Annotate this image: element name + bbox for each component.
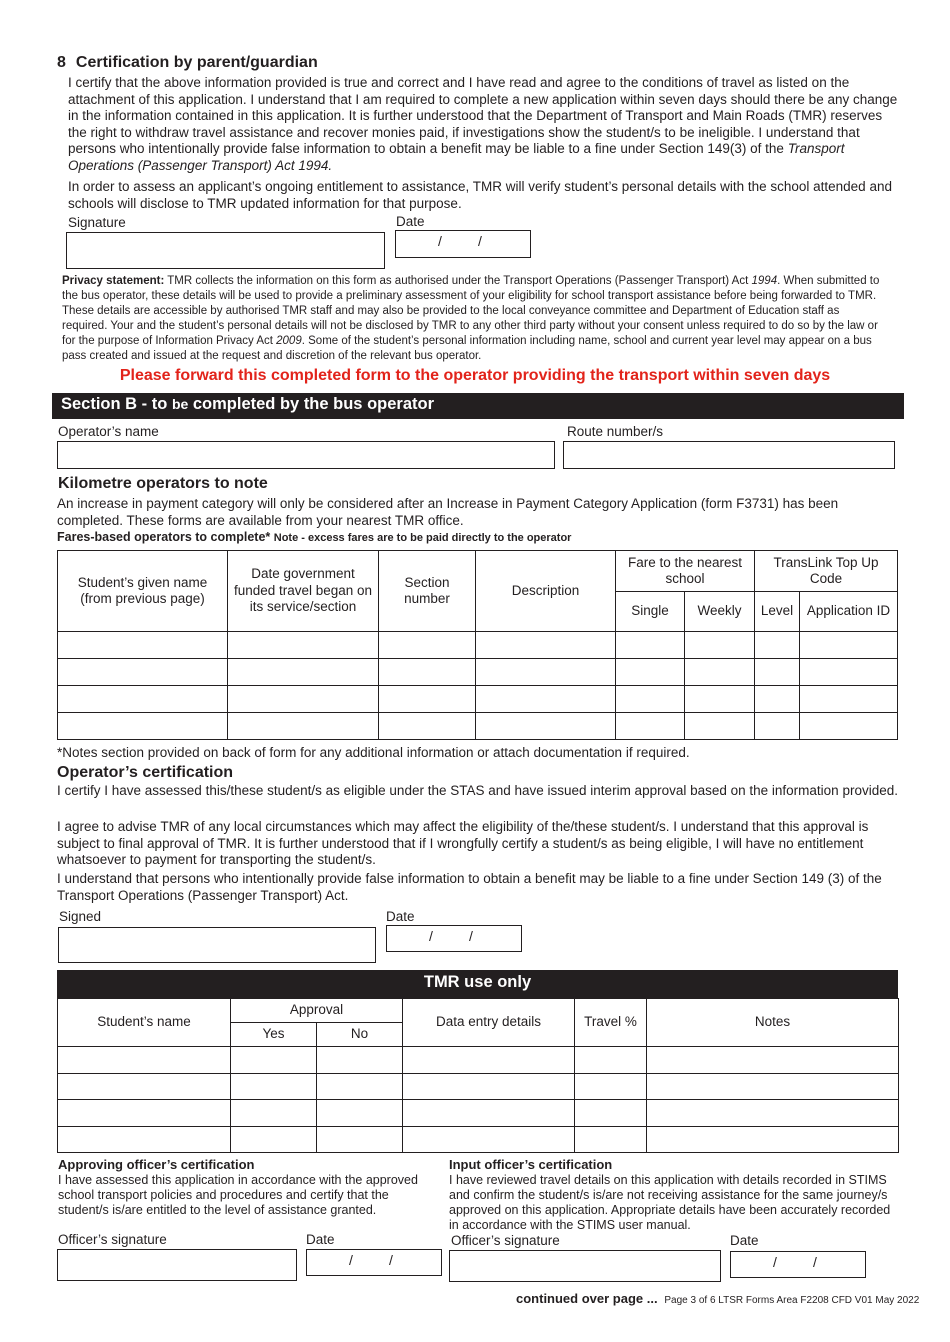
table-row [58, 632, 898, 659]
section-b-header: Section B - to be completed by the bus operator [52, 393, 904, 419]
col-student-name: Student’s given name (from previous page) [58, 551, 228, 632]
input-officer-heading: Input officer’s certification [449, 1157, 613, 1172]
operator-signature-field[interactable] [58, 927, 376, 963]
route-label: Route number/s [567, 424, 664, 439]
table-row [58, 1047, 899, 1074]
table-row [58, 659, 898, 686]
col-weekly: Weekly [685, 592, 755, 632]
operator-name-field[interactable] [57, 441, 555, 469]
col-date-began: Date government funded travel began on its service/section [228, 551, 379, 632]
notes-line: *Notes section provided on back of form for any additional information or attach documentation if required. [57, 745, 690, 760]
operator-date-field[interactable]: / / [386, 925, 522, 952]
col-section-number: Section number [379, 551, 476, 632]
section-8-heading [57, 54, 318, 72]
col-data-entry: Data entry details [403, 999, 575, 1047]
signature-label: Signature [68, 215, 126, 230]
signed-label: Signed [59, 909, 102, 924]
act-name: Transport Operations (Passenger Transport) Act 1994. [68, 141, 845, 173]
operator-name-label: Operator’s name [58, 424, 159, 439]
input-signature-label: Officer’s signature [451, 1233, 560, 1248]
table-row [58, 713, 898, 740]
tmr-table [57, 998, 899, 1153]
table-row [58, 1073, 899, 1100]
input-date-label: Date [730, 1233, 759, 1248]
col-level: Level [755, 592, 800, 632]
col-approval: Approval [231, 999, 403, 1023]
date-label: Date [396, 214, 425, 229]
parent-signature-field[interactable] [66, 232, 385, 269]
approving-signature-field[interactable] [57, 1249, 297, 1281]
approving-date-label: Date [306, 1232, 335, 1247]
input-signature-field[interactable] [449, 1250, 721, 1282]
section-title: Certification by parent/guardian [75, 54, 318, 71]
fares-table [57, 550, 898, 740]
col-travel-percent: Travel % [575, 999, 647, 1047]
col-notes: Notes [647, 999, 899, 1047]
page-footer [516, 1291, 919, 1306]
kilometre-text: An increase in payment category will only be considered after an Increase in Payment Category Application (form F3731) has been completed. These forms are available from your nearest TMR office. [57, 496, 839, 528]
kilometre-heading: Kilometre operators to note [58, 475, 268, 492]
forward-notice: Please forward this completed form to the operator providing the transport within seven days [119, 367, 831, 384]
table-row [58, 1100, 899, 1127]
privacy-statement: Privacy statement: TMR collects the information on this form as authorised under the Transport Operations (Passenger Transport) Act 1994. When submitted to the bus operator, these details will be used to provide a preliminary assessment of your eligibility for school transport assistance before being forwarded to TMR. These details are accessible by authorised TMR staff and may also be provided to the local conveyance committee and Department of Education staff as required. Your and the student’s personal details will not be disclosed by TMR to any other third party without your consent unless required to do so by the law or for the purpose of Information Privacy Act 2009. Some of the student’s personal information including name, school and current year level may appear on a bus pass created and issued at the request and discretion of the relevant bus operator. [62, 275, 880, 362]
continued-over-page: continued over page ... [516, 1291, 658, 1306]
section-number: 8 [57, 54, 66, 71]
fares-label: Fares-based operators to complete* Note - excess fares are to be paid directly to the operator [57, 530, 572, 544]
col-description: Description [476, 551, 616, 632]
parent-date-field[interactable]: / / [395, 230, 531, 258]
form-meta: Page 3 of 6 LTSR Forms Area F2208 CFD V01 May 2022 [664, 1295, 920, 1306]
operator-date-label: Date [386, 909, 415, 924]
col-fare: Fare to the nearest school [616, 551, 755, 592]
table-row [58, 1126, 899, 1153]
table-row [58, 686, 898, 713]
col-no: No [317, 1023, 403, 1047]
col-yes: Yes [231, 1023, 317, 1047]
approving-date-field[interactable]: / / [306, 1249, 442, 1276]
operator-cert-heading: Operator’s certification [57, 764, 234, 781]
entitlement-paragraph: In order to assess an applicant’s ongoing entitlement to assistance, TMR will verify student’s personal details with the school attended and schools will disclose to TMR updated information for that purpose. [68, 179, 892, 211]
operator-cert-p1: I certify I have assessed this/these student/s as eligible under the STAS and have issued interim approval based on the information provided. [57, 783, 898, 798]
route-number-field[interactable] [563, 441, 895, 469]
col-application-id: Application ID [800, 592, 898, 632]
tmr-use-only-header: TMR use only [57, 970, 898, 998]
approving-officer-text: I have assessed this application in accordance with the approved school transport policies and procedures and certify that the student/s is/are entitled to the level of assistance granted. [58, 1173, 418, 1217]
approving-officer-heading: Approving officer’s certification [58, 1157, 255, 1172]
approving-signature-label: Officer’s signature [58, 1232, 167, 1247]
operator-cert-p2: I agree to advise TMR of any local circumstances which may affect the eligibility of the/these student/s. I understand that this approval is subject to final approval of TMR. It is further understood that if I wrongfully certify a student/s as being eligible, I will have no entitlement whatsoever to payment for transporting the student/s. [57, 819, 869, 867]
col-translink: TransLink Top Up Code [755, 551, 898, 592]
col-single: Single [616, 592, 685, 632]
certification-paragraph: I certify that the above information provided is true and correct and I have read and agree to the conditions of travel as listed on the attachment of this application. I understand that I am required to complete a new application within seven days should there be any change in the information contained in this application. It is further understood that the Department of Transport and Main Roads (TMR) reserves the right to withdraw travel assistance and recover monies paid, if investigations show the student/s to be ineligible. I understand that persons who intentionally provide false information to obtain a benefit may be liable to a fine under Section 149(3) of the Transport Operations (Passenger Transport) Act 1994. [68, 75, 898, 173]
input-officer-text: I have reviewed travel details on this application with details recorded in STIMS and confirm the student/s is/are not receiving assistance for the same journey/s approved on this application. Appropriate details have been accurately recorded in accordance with the STIMS user manual. [449, 1173, 891, 1232]
input-date-field[interactable]: / / [730, 1251, 866, 1278]
col-student-name: Student’s name [58, 999, 231, 1047]
operator-cert-p3: I understand that persons who intentionally provide false information to obtain a benefit may be liable to a fine under Section 149 (3) of the Transport Operations (Passenger Transport) Act. [57, 871, 882, 903]
